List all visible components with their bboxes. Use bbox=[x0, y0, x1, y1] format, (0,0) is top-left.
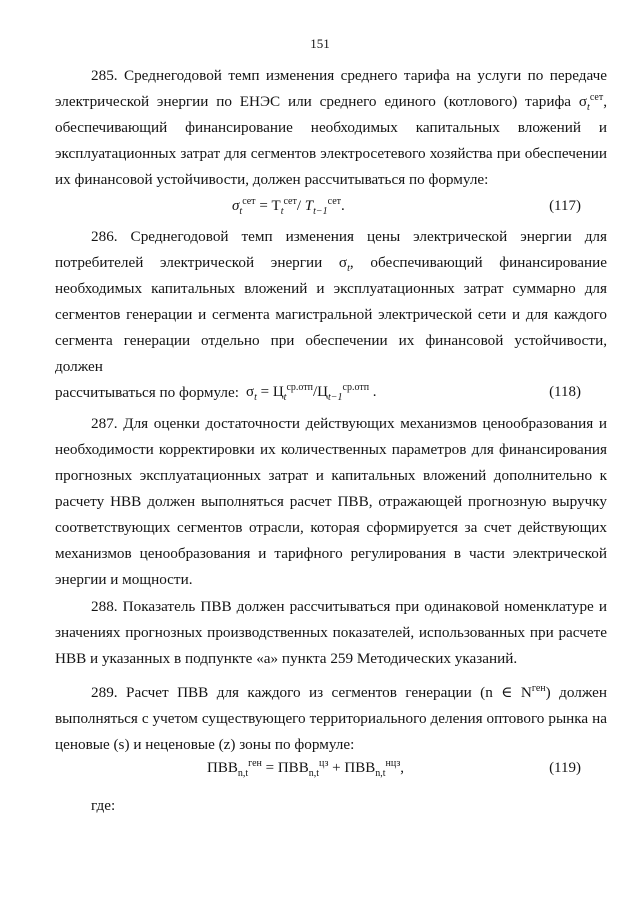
equation-number: (117) bbox=[549, 198, 581, 214]
text-line: электрической энергии по ЕНЭС или среднего единого (котлового) тарифа $\sigma_t^{сет}$, bbox=[55, 91, 607, 114]
text-line: 285. Среднегодовой темп изменения среднего тарифа на услуги по передаче bbox=[91, 67, 607, 84]
text-line: механизмов ценообразования и тарифного регулирования в части электрической bbox=[55, 545, 607, 562]
text-line: необходимых капитальных вложений и эксплуатационных затрат суммарно для bbox=[55, 280, 607, 297]
paragraph-288 bbox=[55, 594, 607, 672]
paragraph-285 bbox=[55, 63, 607, 193]
formula-117: $\sigma_t^{сет} = T_t^{сет}/$ $T_{t-1}^{сет}$. (117) bbox=[232, 196, 581, 217]
text-line: необходимости корректировки их количественных параметров для финансирования bbox=[55, 441, 607, 458]
text-line: НВВ и указанных в подпункте «а» пункта 259 Методических указаний. bbox=[55, 650, 518, 667]
text-line: 288. Показатель ПВВ должен рассчитываться при одинаковой номенклатуре и bbox=[91, 598, 607, 615]
text-line: обеспечивающий финансирование необходимых капитальных вложений и bbox=[55, 119, 607, 136]
equation-number: (118) bbox=[549, 384, 581, 400]
text-line: энергии и мощности. bbox=[55, 571, 193, 588]
paragraph-286 bbox=[55, 224, 607, 406]
text-line: прогнозных эксплуатационных затрат и капитальных вложений дополнительно к bbox=[55, 467, 607, 484]
paragraph-289 bbox=[55, 680, 607, 758]
text-line: выполняться с учетом существующего территориального деления оптового рынка на bbox=[55, 710, 607, 727]
page-number: 151 bbox=[310, 36, 330, 51]
paragraph-287 bbox=[55, 411, 607, 593]
text-line: 289. Расчет ПВВ для каждого из сегментов генерации (n ∈ $N^{ген}$) должен bbox=[91, 682, 607, 701]
text-line: сегмента генерации отдельно при обеспечении их финансовой устойчивости, должен bbox=[55, 332, 607, 375]
text-line: сегментов генерации и сегмента магистральной электрической сети и для каждого bbox=[55, 306, 607, 323]
text-line: рассчитываться по формуле: bbox=[55, 384, 239, 401]
text-line: ценовые (s) и неценовые (z) зоны по формуле: bbox=[55, 736, 355, 753]
text-line: соответствующих сегментов отрасли, которая сформируется за счет действующих bbox=[55, 519, 607, 536]
text-line: значениях прогнозных производственных показателей, использованных при расчете bbox=[55, 624, 607, 641]
formula-118: $\sigma_t = Ц_t^{ср.отп}/Ц_{t-1}^{ср.отп}$ . (118) bbox=[246, 382, 581, 403]
text-line: их финансовой устойчивости, должен рассчитываться по формуле: bbox=[55, 171, 489, 188]
text-line: 287. Для оценки достаточности действующих механизмов ценообразования и bbox=[91, 415, 607, 432]
text-line: потребителей электрической энергии $\sigma_t$, обеспечивающий финансирование bbox=[55, 254, 608, 275]
text-line: 286. Среднегодовой темп изменения цены электрической энергии для bbox=[91, 228, 607, 245]
equation-number: (119) bbox=[549, 760, 581, 776]
where-label: где: bbox=[91, 797, 116, 814]
formula-119: $ПВВ_{n,t}^{ген} = ПВВ_{n,t}^{цз} + ПВВ_{n,t}^{нцз}$, (119) bbox=[207, 758, 581, 779]
text-line: эксплуатационных затрат для сегментов электросетевого хозяйства при обеспечении bbox=[55, 145, 607, 162]
text-line: расчету НВВ должен выполняться расчет ПВВ, отражающей прогнозную выручку bbox=[55, 493, 607, 510]
